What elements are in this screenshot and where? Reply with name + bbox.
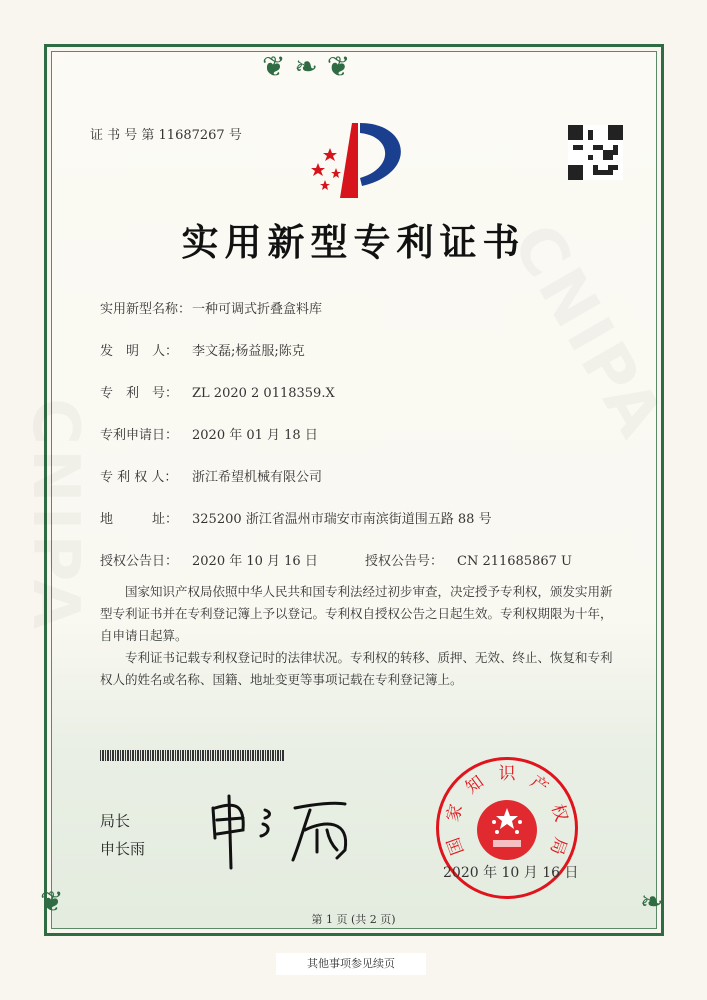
seal-character: 权 <box>546 801 571 824</box>
cnipa-logo-icon <box>300 118 415 203</box>
seal-date: 2020 年 10 月 16 日 <box>443 865 579 881</box>
corner-ornament: ❦ <box>40 885 64 918</box>
watermark <box>17 398 92 633</box>
corner-ornament: ❧ <box>640 885 664 918</box>
paragraph: 专利证书记载专利权登记时的法律状况。专利权的转移、质押、无效、终止、恢复和专利权人的姓名或名称、国籍、地址变更等事项记载在专利登记簿上。 <box>100 650 613 687</box>
signatory-name: 申长雨 <box>100 840 146 858</box>
footer-note: 其他事项参见续页 <box>276 953 426 975</box>
top-ornament: ❦ ❧ ❦ <box>262 50 351 83</box>
field-grant-date: 授权公告日： 2020 年 10 月 16 日 <box>100 554 318 569</box>
field-filing-date: 专利申请日： 2020 年 01 月 18 日 <box>100 428 318 443</box>
seal-character: 产 <box>526 771 553 798</box>
paragraph: 国家知识产权局依照中华人民共和国专利法经过初步审查，决定授予专利权，颁发实用新型专利证书并在专利登记簿上予以登记。专利权自授权公告之日起生效。专利权期限为十年，自申请日起算。 <box>100 584 613 643</box>
qr-code-icon <box>568 125 623 180</box>
seal-character: 知 <box>461 771 488 798</box>
barcode <box>100 750 285 761</box>
certificate-number: 证 书 号 第 11687267 号 <box>90 128 242 143</box>
field-patentee: 专 利 权 人： 浙江希望机械有限公司 <box>100 470 323 485</box>
legal-text <box>100 581 620 691</box>
seal-character: 家 <box>443 801 468 824</box>
field-address: 地 址： 325200 浙江省温州市瑞安市南滨街道围五路 88 号 <box>100 512 492 527</box>
field-name: 实用新型名称：一种可调式折叠盒料库 <box>100 302 323 317</box>
field-patent-number: 专 利 号： ZL 2020 2 0118359.X <box>100 386 335 401</box>
seal-character: 识 <box>498 764 516 784</box>
signature <box>205 790 365 870</box>
seal-character: 国 <box>443 835 469 858</box>
page-number: 第 1 页 (共 2 页) <box>311 913 396 926</box>
signatory-title: 局长 <box>100 812 131 830</box>
field-announcement-number: 授权公告号： CN 211685867 U <box>365 554 572 569</box>
seal-character: 局 <box>545 835 571 858</box>
page-title: 实用新型专利证书 <box>181 220 526 264</box>
field-inventors: 发 明 人： 李文磊;杨益服;陈克 <box>100 344 305 359</box>
